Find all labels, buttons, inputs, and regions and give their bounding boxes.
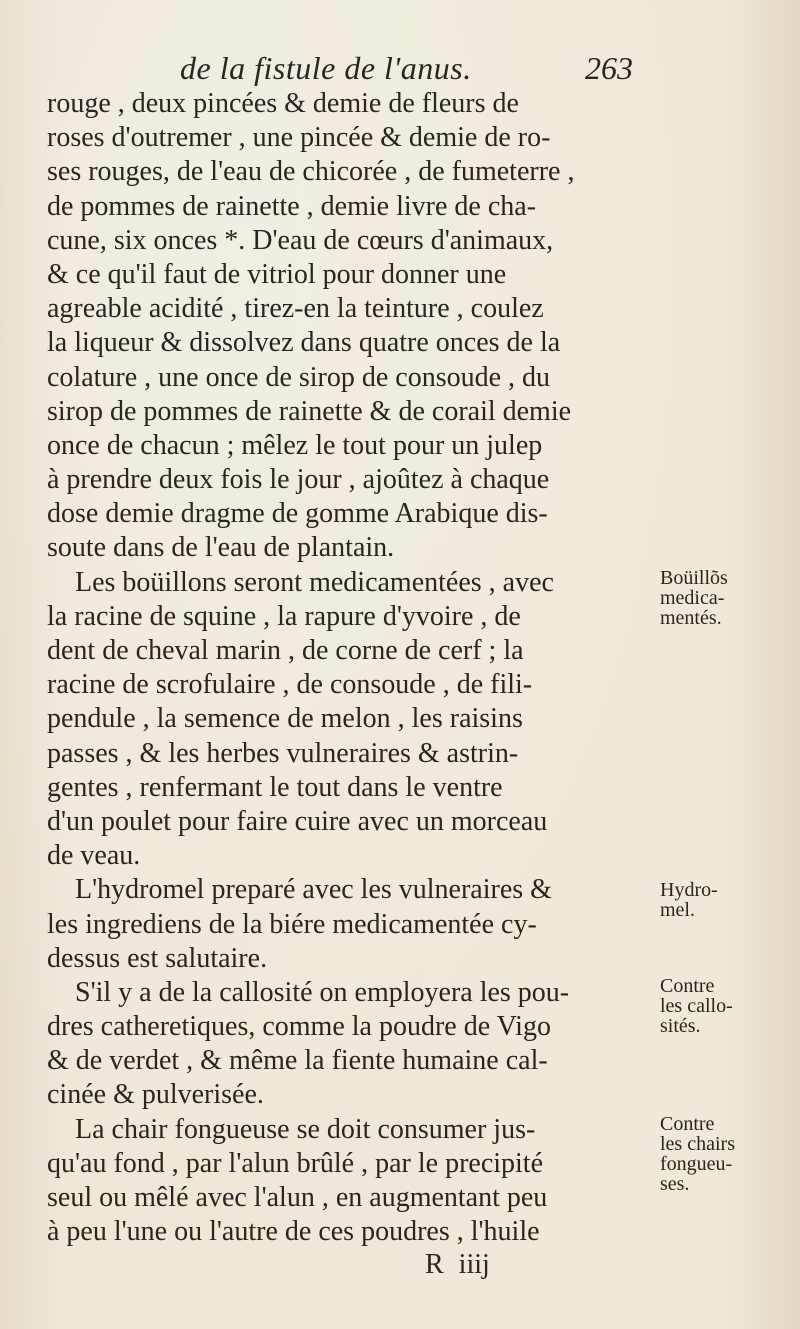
- text-line: passes , & les herbes vulneraires & astrin-: [47, 737, 519, 769]
- paragraph-start-line: S'il y a de la callosité on employera les pou-: [47, 976, 570, 1008]
- margin-note-line: les chairs: [660, 1133, 735, 1155]
- text-line: qu'au fond , par l'alun brûlé , par le precipité: [47, 1147, 544, 1179]
- margin-note-line: medica-: [660, 587, 725, 609]
- margin-note-line: mel.: [660, 899, 695, 921]
- text-line: pendule , la semence de melon , les raisins: [47, 703, 523, 735]
- body-text: [47, 87, 652, 1249]
- text-line: d'un poulet pour faire cuire avec un morceau: [47, 805, 548, 837]
- text-line: rouge , deux pincées & demie de fleurs de: [47, 88, 519, 119]
- text-line: colature , une once de sirop de consoude , du: [47, 361, 551, 393]
- margin-note-line: Boüillõs: [660, 567, 728, 589]
- margin-note-line: Hydro-: [660, 879, 718, 901]
- margin-note-line: sités.: [660, 1015, 701, 1037]
- margin-note-callosites: [660, 976, 733, 1036]
- text-line: à peu l'une ou l'autre de ces poudres , l'huile: [47, 1216, 540, 1248]
- text-line: once de chacun ; mêlez le tout pour un julep: [47, 429, 543, 461]
- text-line: & ce qu'il faut de vitriol pour donner une: [47, 258, 507, 290]
- margin-note-line: mentés.: [660, 607, 722, 629]
- margin-note-line: Contre: [660, 1113, 715, 1135]
- running-title: de la fistule de l'anus.: [180, 50, 472, 86]
- text-line: de pommes de rainette , demie livre de cha-: [47, 190, 537, 222]
- page-number: 263: [585, 50, 633, 86]
- margin-note-hydromel: [660, 880, 718, 920]
- text-line: les ingrediens de la biére medicamentée cy-: [47, 908, 537, 940]
- paragraph-start-line: La chair fongueuse se doit consumer jus-: [47, 1113, 536, 1145]
- paragraph-start-line: L'hydromel preparé avec les vulneraires &: [47, 874, 552, 906]
- text-line: ses rouges, de l'eau de chicorée , de fumeterre ,: [47, 156, 575, 188]
- text-line: soute dans de l'eau de plantain.: [47, 532, 395, 564]
- text-line: dent de cheval marin , de corne de cerf ; la: [47, 635, 524, 666]
- text-line: & de verdet , & même la fiente humaine cal-: [47, 1045, 548, 1077]
- margin-note-chairs-fongueuses: [660, 1114, 735, 1194]
- text-line: gentes , renfermant le tout dans le ventre: [47, 771, 503, 803]
- text-line: la liqueur & dissolvez dans quatre onces de la: [47, 327, 561, 359]
- signature-mark: R iiij: [425, 1249, 490, 1280]
- text-line: roses d'outremer , une pincée & demie de ro-: [47, 122, 551, 154]
- margin-note-line: les callo-: [660, 995, 733, 1017]
- margin-note-line: fongueu-: [660, 1153, 733, 1175]
- page-header: [0, 48, 800, 88]
- text-line: cune, six onces *. D'eau de cœurs d'animaux,: [47, 224, 554, 256]
- text-line: dessus est salutaire.: [47, 942, 268, 974]
- text-line: agreable acidité , tirez-en la teinture , coulez: [47, 293, 544, 325]
- text-line: à prendre deux fois le jour , ajoûtez à chaque: [47, 464, 550, 496]
- text-line: sirop de pommes de rainette & de corail demie: [47, 395, 572, 427]
- text-line: seul ou mêlé avec l'alun , en augmentant peu: [47, 1182, 548, 1213]
- paragraph-start-line: Les boüillons seront medicamentées , avec: [47, 566, 554, 598]
- margin-note-line: ses.: [660, 1173, 690, 1195]
- margin-note-line: Contre: [660, 975, 715, 997]
- text-line: dres catheretiques, comme la poudre de Vigo: [47, 1011, 551, 1043]
- margin-note-bouillons: [660, 568, 728, 628]
- text-line: de veau.: [47, 840, 141, 872]
- text-line: dose demie dragme de gomme Arabique dis-: [47, 498, 548, 530]
- text-line: racine de scrofulaire , de consoude , de fili-: [47, 669, 533, 701]
- text-line: la racine de squine , la rapure d'yvoire , de: [47, 600, 521, 632]
- text-line: cinée & pulverisée.: [47, 1079, 264, 1111]
